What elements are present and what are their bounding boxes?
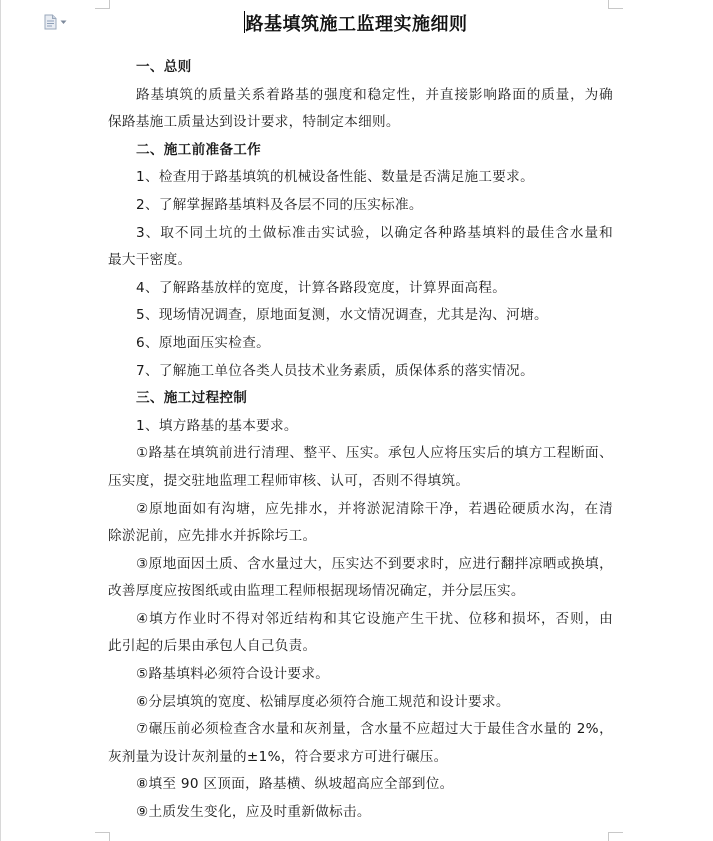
- paragraph-line: ③原地面因土质、含水量过大，压实达不到要求时，应进行翻拌凉晒或换填，: [136, 555, 613, 572]
- paragraph-line: 路基填筑的质量关系着路基的强度和稳定性，并直接影响路面的质量，为确: [136, 86, 613, 103]
- section-heading: 二、施工前准备工作: [136, 141, 262, 158]
- list-item: 2、了解掌握路基填料及各层不同的压实标准。: [136, 196, 423, 213]
- paragraph-line: 压实度，提交驻地监理工程师审核、认可，否则不得填筑。: [108, 472, 470, 489]
- document-title[interactable]: 路基填筑施工监理实施细则: [245, 14, 468, 35]
- list-item: 6、原地面压实检查。: [136, 334, 270, 351]
- section-heading: 三、施工过程控制: [136, 390, 248, 407]
- section-heading: 一、总则: [136, 59, 192, 75]
- margin-guide-bottom-right: [608, 832, 623, 841]
- paragraph-line: ②原地面如有沟塘，应先排水，并将淤泥清除干净，若遇砼硬质水沟，在清: [136, 500, 613, 517]
- document-body[interactable]: [108, 54, 613, 827]
- page-left-edge: [0, 0, 1, 841]
- paragraph-line: 改善厚度应按图纸或由监理工程师根据现场情况确定，并分层压实。: [108, 583, 525, 600]
- list-item: ⑥分层填筑的宽度、松铺厚度必须符合施工规范和设计要求。: [136, 693, 510, 710]
- paragraph-line: 保路基施工质量达到设计要求，特制定本细则。: [108, 114, 400, 131]
- list-item: ⑧填至 90 区顶面，路基横、纵坡超高应全部到位。: [136, 776, 454, 793]
- margin-guide-top-left: [95, 0, 110, 9]
- margin-guide-bottom-left: [95, 832, 110, 841]
- list-item: 4、了解路基放样的宽度，计算各路段宽度，计算界面高程。: [136, 279, 507, 296]
- list-item: 5、现场情况调查，原地面复测，水文情况调查，尤其是沟、河塘。: [136, 307, 548, 324]
- list-item: 1、填方路基的基本要求。: [136, 417, 298, 434]
- paragraph-line: 灰剂量为设计灰剂量的±1%，符合要求方可进行碾压。: [108, 748, 448, 765]
- paragraph-line: 除淤泥前，应先排水并拆除圬工。: [108, 528, 317, 545]
- list-item: 7、了解施工单位各类人员技术业务素质，质保体系的落实情况。: [136, 362, 534, 379]
- paragraph-line: ①路基在填筑前进行清理、整平、压实。承包人应将压实后的填方工程断面、: [136, 445, 613, 462]
- list-item: ⑤路基填料必须符合设计要求。: [136, 666, 330, 683]
- list-item: ⑨土质发生变化，应及时重新做标击。: [136, 804, 371, 821]
- paragraph-line: 此引起的后果由承包人自己负责。: [108, 638, 317, 655]
- list-item: 1、检查用于路基填筑的机械设备性能、数量是否满足施工要求。: [136, 169, 534, 186]
- paragraph-line: ④填方作业时不得对邻近结构和其它设施产生干扰、位移和损坏，否则，由: [136, 610, 613, 627]
- paragraph-line: 3、取不同土坑的土做标准击实试验，以确定各种路基填料的最佳含水量和: [136, 224, 613, 241]
- margin-guide-top-right: [608, 0, 623, 9]
- paragraph-line: ⑦碾压前必须检查含水量和灰剂量，含水量不应超过大于最佳含水量的 2%，: [136, 721, 613, 738]
- paragraph-line: 最大干密度。: [108, 252, 192, 269]
